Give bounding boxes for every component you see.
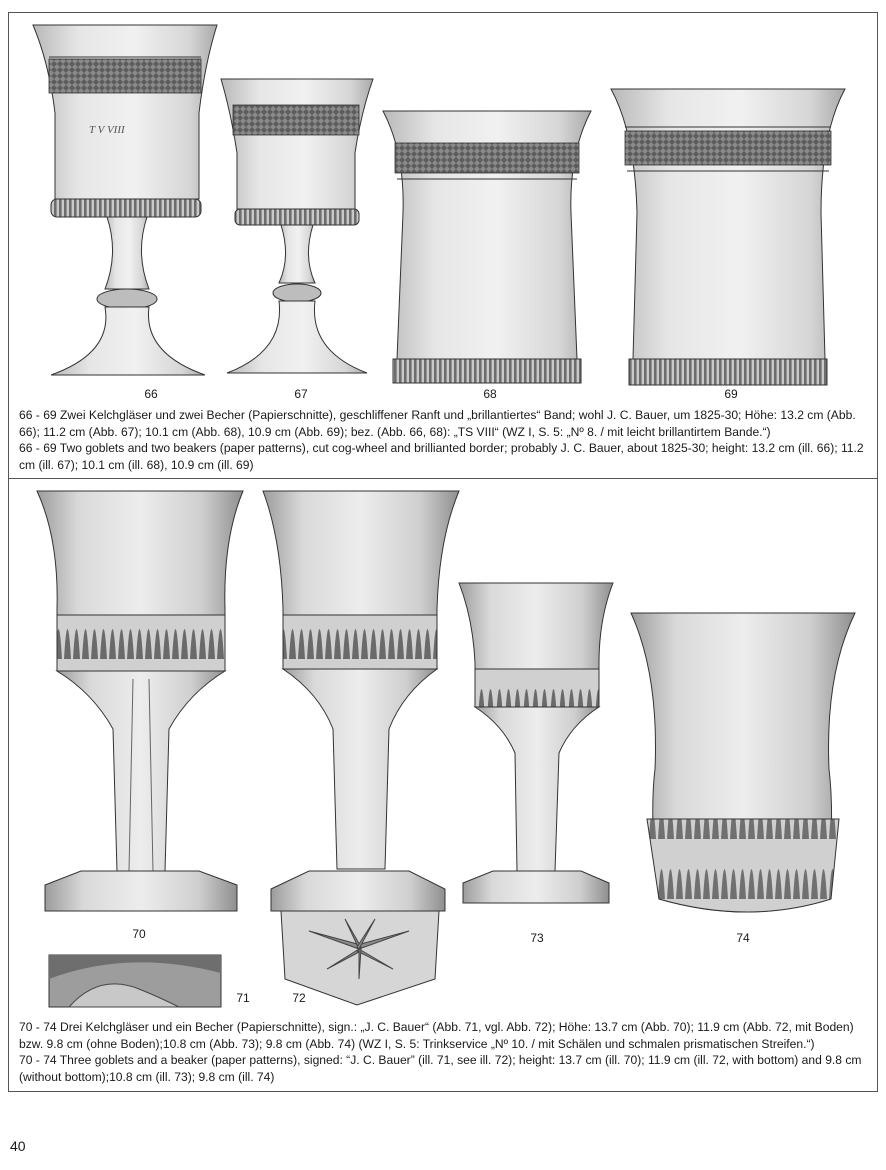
glass-illustrations-70-74 [9,479,877,1091]
figure-number-67: 67 [294,387,308,401]
beaker-69 [611,89,845,385]
caption-english: 66 - 69 Two goblets and two beakers (paper patterns), cut cog-wheel and brillianted border; probably J. C. Bauer, about 1825-30; height: 13.2 cm (ill. 66); 11.2 cm (ill. 67); 10.1 cm (ill. 68), 10.9 cm (ill. 69) [19,441,864,472]
goblet-66 [33,25,217,375]
figure-number-69: 69 [724,387,738,401]
figure-number-68: 68 [483,387,497,401]
beaker-74 [631,613,855,912]
caption-german: 70 - 74 Drei Kelchgläser und ein Becher (Papierschnitte), sign.: „J. C. Bauer“ (Abb. 71, vgl. Abb. 72); Höhe: 13.7 cm (Abb. 70); 11.9 cm (Abb. 72, mit Boden) bzw. 9.8 cm (ohne Boden);10.8 cm (Abb. 73); 9.8 cm (Abb. 74) (WZ I, S. 5: Trinkservice „Nº 10. / mit Schälen und schmalen prismatischen Streifen.“) [19,1020,854,1051]
goblet-73 [459,583,613,903]
fragment-71 [49,955,221,1007]
figure-number-73: 73 [530,931,544,945]
beaker-68 [383,111,591,383]
figure-number-70: 70 [132,927,146,941]
goblet-70 [37,491,243,911]
figure-number-71: 71 [236,991,250,1005]
caption-70-74 [19,1019,869,1085]
caption-german: 66 - 69 Zwei Kelchgläser und zwei Becher (Papierschnitte), geschliffener Ranft und „brillantiertes“ Band; wohl J. C. Bauer, um 1825-30; Höhe: 13.2 cm (Abb. 66); 11.2 cm (Abb. 67); 10.1 cm (Abb. 68), 10.9 cm (Abb. 69); bez. (Abb. 66, 68): „TS VIII“ (WZ I, S. 5: „Nº 8. / mit leicht brillantirtem Bande.“) [19,408,856,439]
figure-number-74: 74 [736,931,750,945]
figure-panel-66-69 [8,12,878,480]
figure-number-66: 66 [144,387,158,401]
figure-panel-70-74 [8,478,878,1092]
caption-english: 70 - 74 Three goblets and a beaker (paper patterns), signed: “J. C. Bauer” (ill. 71, see ill. 72); height: 13.7 cm (ill. 70); 11.9 cm (ill. 72, with bottom) and 9.8 cm (without bottom);10.8 cm (ill. 73); 9.8 cm (ill. 74) [19,1053,862,1084]
page-number: 40 [10,1138,26,1154]
goblet-67 [221,79,373,373]
figure-number-72: 72 [292,991,306,1005]
caption-66-69 [19,407,869,473]
svg-text:T V VIII: T V VIII [89,124,125,136]
goblet-72 [263,491,459,1005]
